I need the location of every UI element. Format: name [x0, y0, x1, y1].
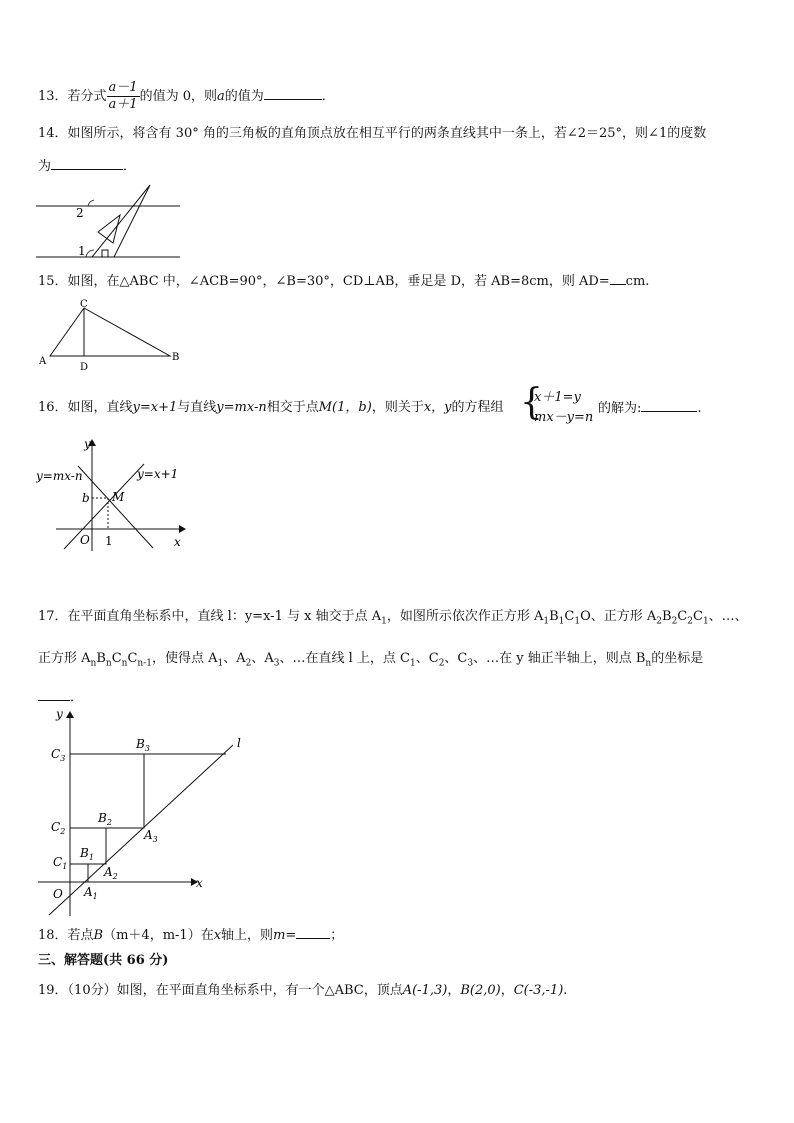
q17-label-a3: $A_3$ — [144, 828, 158, 844]
q16-x-arrow — [179, 525, 186, 533]
q17-sub: n — [105, 658, 112, 669]
q14-label-1: 1 — [78, 244, 86, 258]
question-17-line2 — [38, 650, 703, 673]
q16-label-b: b — [82, 491, 90, 505]
q17-label-b2: $B_2$ — [98, 811, 112, 827]
q17-label-l: l — [237, 736, 241, 750]
q19-prefix: 19．（10分）如图，在平面直角坐标系中，有一个△ABC，顶点 — [38, 983, 403, 998]
q14-figure — [36, 182, 186, 262]
q19-sep: ， — [500, 983, 514, 998]
q18-prefix: 18．若点 — [38, 928, 94, 943]
q17-l1-b: ，如图所示依次作正方形 A — [386, 609, 544, 624]
q13-frac-denominator: a＋1 — [108, 97, 138, 112]
q17-sub: n — [90, 658, 97, 669]
q17-sub: 2 — [671, 616, 678, 627]
q13-answer-blank — [264, 87, 322, 100]
q17-l2-l: 的坐标是 — [651, 651, 704, 666]
q16-brace: { — [520, 382, 543, 423]
q17-sub: 2 — [656, 616, 662, 627]
question-15 — [38, 272, 649, 291]
q16-tail — [598, 399, 702, 418]
q15-figure — [36, 298, 186, 374]
question-13 — [38, 80, 335, 113]
q17-label-x: x — [196, 876, 203, 890]
q17-sub: 2 — [438, 658, 445, 669]
q17-sub: 3 — [273, 658, 280, 669]
q16-label-o: O — [80, 533, 90, 547]
q16-label-m: M — [112, 490, 125, 504]
q13-end: ． — [321, 89, 335, 104]
q15-label-c: C — [80, 299, 88, 310]
q16-line1: y=x+1 — [132, 400, 178, 415]
q17-l1-d: C — [564, 609, 575, 624]
q17-label-a2: $A_2$ — [104, 865, 118, 881]
q17-label-c1: $C_1$ — [53, 855, 68, 871]
q18-end: ； — [330, 928, 344, 943]
q16-answer-blank — [641, 399, 697, 412]
q16-mid2: 相交于点 — [266, 400, 319, 415]
q16-label-line2: y=mx-n — [36, 469, 83, 483]
q17-l2-h: 、…在直线 l 上，点 C — [279, 651, 410, 666]
q16-end: . — [697, 401, 702, 416]
q17-label-c2: $C_2$ — [51, 820, 66, 836]
q17-l2-i: 、C — [415, 651, 439, 666]
q18-coords: （m＋4，m-1）在 — [103, 928, 214, 943]
q14-label-2: 2 — [76, 206, 84, 220]
q17-figure — [36, 704, 246, 918]
question-17-line1 — [38, 608, 748, 631]
q15-unit: cm. — [625, 274, 650, 289]
question-16 — [38, 399, 504, 417]
q19-point-c: C(-3,-1) — [513, 983, 564, 998]
q17-label-a1: $A_1$ — [84, 885, 98, 901]
q15-label-b: B — [172, 352, 180, 363]
q17-answer-blank — [38, 688, 70, 701]
q17-square-3 — [70, 754, 144, 828]
q18-axis: x — [213, 928, 222, 943]
q17-l1-h: C — [692, 609, 703, 624]
q17-l2-d: C — [127, 651, 138, 666]
q17-sub: 3 — [467, 658, 474, 669]
question-18 — [38, 926, 343, 945]
q16-line2: y=mx-n — [216, 400, 267, 415]
q17-label-b1: $B_1$ — [80, 846, 94, 862]
q13-prefix: 13．若分式 — [38, 89, 107, 104]
q16-label-line1: y=x+1 — [137, 467, 179, 481]
q16-mid3: ，则关于 — [371, 400, 424, 415]
q19-point-a: A(-1,3) — [402, 983, 448, 998]
q15-label-a: A — [39, 356, 47, 367]
q13-middle: 的值为 0，则 — [139, 89, 217, 104]
q17-label-y: y — [56, 707, 63, 721]
q16-prefix: 16．如图，直线 — [38, 400, 133, 415]
q14-triangle-ruler — [92, 185, 150, 257]
question-14-line2 — [38, 157, 136, 176]
q17-l1-g: C — [677, 609, 688, 624]
q17-line-l — [49, 745, 233, 915]
q17-l2-a: 正方形 A — [38, 651, 91, 666]
q14-end: ． — [123, 159, 137, 174]
q16-eq1: x＋1=y — [534, 390, 581, 405]
section-title: 三、解答题(共 66 分) — [38, 953, 169, 968]
q18-answer-blank — [296, 926, 330, 939]
q17-label-b3: $B_3$ — [136, 737, 150, 753]
q16-figure — [36, 436, 192, 556]
q16-label-y: y — [84, 437, 91, 451]
q17-sub: 2 — [687, 616, 693, 627]
q17-l2-f: 、A — [223, 651, 246, 666]
q17-sub: 1 — [543, 616, 550, 627]
q17-l1-a: 17．在平面直角坐标系中，直线 l：y=x-1 与 x 轴交于点 A — [38, 609, 382, 624]
q16-label-x: x — [174, 535, 181, 549]
q17-l1-f: B — [662, 609, 672, 624]
q16-label-1: 1 — [105, 534, 113, 548]
q16-mid4: 的方程组 — [451, 400, 504, 415]
q16-eq2: mx－y=n — [534, 410, 594, 425]
q14-angle-arc-2 — [88, 200, 94, 206]
q17-l1-i: 、…、 — [708, 609, 748, 624]
q17-l2-g: 、A — [251, 651, 274, 666]
q18-mid: 轴上，则 — [221, 928, 274, 943]
q18-var: m= — [273, 928, 297, 943]
q13-frac-numerator: a－1 — [108, 80, 138, 95]
question-14-line1: 14．如图所示，将含有 30° 角的三角板的直角顶点放在相互平行的两条直线其中一条上，若∠2＝25°，则∠1的度数 — [38, 126, 707, 141]
q18-point: B — [93, 928, 104, 943]
q19-end: . — [563, 983, 568, 998]
q15-triangle-abc — [50, 308, 170, 356]
q16-vars: x，y — [423, 400, 452, 415]
q17-sub: 1 — [410, 658, 416, 669]
q16-mid1: 与直线 — [177, 400, 217, 415]
q17-sub: 1 — [574, 616, 581, 627]
q17-end: ． — [70, 690, 84, 705]
q15-answer-blank — [610, 272, 626, 285]
q13-var: a — [216, 89, 225, 104]
q14-line2-prefix: 为 — [38, 159, 52, 174]
q17-l2-e: ，使得点 A — [151, 651, 218, 666]
q17-sub: 1 — [702, 616, 709, 627]
q17-l2-c: C — [111, 651, 122, 666]
q17-square-1 — [70, 864, 88, 882]
q15-text: 15．如图，在△ABC 中，∠ACB=90°，∠B=30°，CD⊥AB，垂足是 D，若 AB=8cm，则 AD= — [38, 274, 610, 289]
q17-sub: n — [645, 658, 652, 669]
q19-point-b: B(2,0) — [460, 983, 501, 998]
q17-l2-b: B — [96, 651, 106, 666]
q17-sub: 1 — [217, 658, 224, 669]
q16-point: M(1，b) — [318, 400, 372, 415]
q17-sub: n-1 — [137, 658, 152, 669]
q17-y-arrow — [66, 711, 74, 718]
q15-label-d: D — [80, 362, 89, 373]
q14-triangle-inner — [98, 215, 120, 243]
q14-answer-blank — [51, 157, 123, 170]
q17-sub: 1 — [558, 616, 565, 627]
q17-sub: 2 — [245, 658, 252, 669]
q14-right-angle-mark — [102, 250, 108, 257]
q13-fraction — [107, 80, 140, 113]
question-19 — [38, 982, 567, 1000]
q17-l1-e: O、正方形 A — [580, 609, 657, 624]
q17-label-c3: $C_3$ — [51, 747, 66, 763]
q17-l1-c: B — [549, 609, 559, 624]
q13-suffix: 的值为 — [224, 89, 264, 104]
q17-sub: n — [121, 658, 128, 669]
q17-sub: 1 — [381, 616, 387, 627]
q17-l2-j: 、C — [444, 651, 468, 666]
q17-l2-k: 、…在 y 轴正半轴上，则点 B — [473, 651, 646, 666]
q19-sep: ， — [447, 983, 461, 998]
q16-suffix: 的解为: — [598, 401, 642, 416]
q17-label-o: O — [53, 887, 63, 901]
